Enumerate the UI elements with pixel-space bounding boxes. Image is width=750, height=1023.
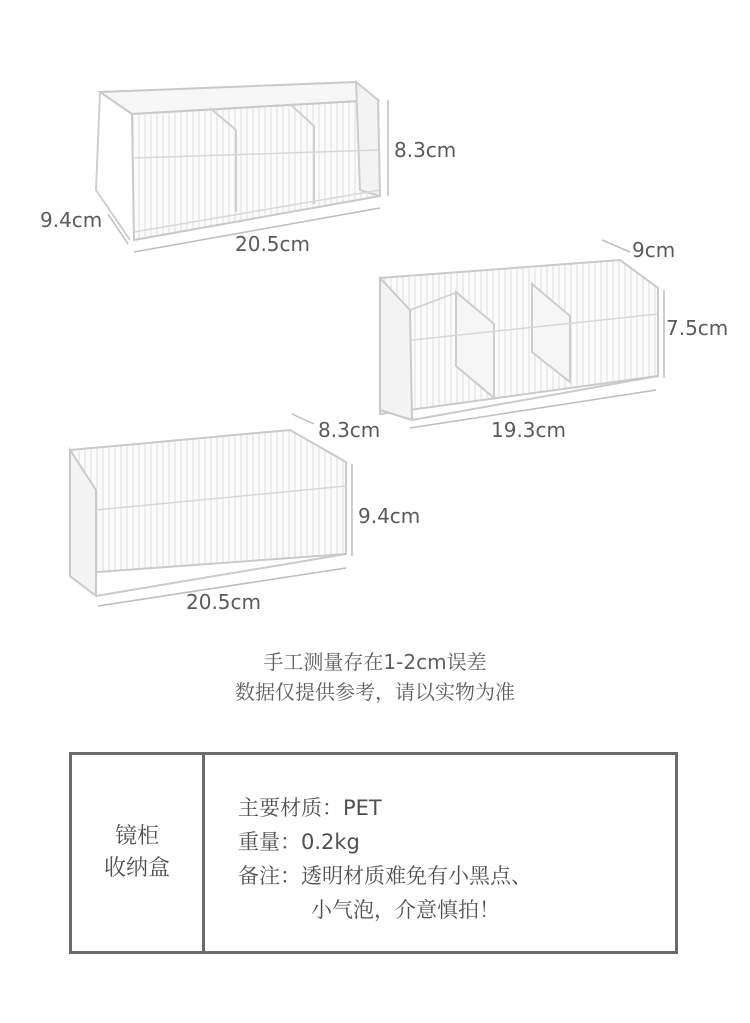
spec-table bbox=[69, 752, 678, 954]
product-open-box bbox=[0, 410, 750, 620]
dim-height-label: 8.3cm bbox=[394, 138, 457, 162]
product-box-with-lid bbox=[0, 0, 750, 260]
spec-details bbox=[238, 791, 532, 927]
product-name-line2: 收纳盒 bbox=[103, 856, 170, 881]
dim-depth-label: 9.4cm bbox=[40, 208, 103, 232]
dim-depth-label: 9cm bbox=[632, 238, 676, 262]
spec-remark: 备注：透明材质难免有小黑点、 bbox=[238, 864, 532, 888]
product-name-line1: 镜柜 bbox=[114, 824, 159, 849]
measurement-note-2: 数据仅提供参考，请以实物为准 bbox=[235, 680, 515, 704]
spec-table-divider bbox=[202, 755, 205, 951]
spec-material: 主要材质：PET bbox=[238, 796, 382, 820]
box-with-lid-illustration bbox=[0, 0, 750, 260]
dim-length-label: 19.3cm bbox=[491, 418, 567, 442]
dim-height-label: 9.4cm bbox=[358, 504, 421, 528]
dim-height-label: 7.5cm bbox=[666, 316, 729, 340]
spec-weight: 重量：0.2kg bbox=[238, 830, 360, 854]
dim-length-label: 20.5cm bbox=[186, 590, 262, 614]
dim-depth-label: 8.3cm bbox=[318, 418, 381, 442]
product-name-cell bbox=[72, 755, 202, 951]
measurement-note-1: 手工测量存在1-2cm误差 bbox=[263, 650, 487, 674]
spec-remark-continued: 小气泡，介意慎拍！ bbox=[311, 898, 500, 922]
dim-length-label: 20.5cm bbox=[235, 232, 311, 256]
